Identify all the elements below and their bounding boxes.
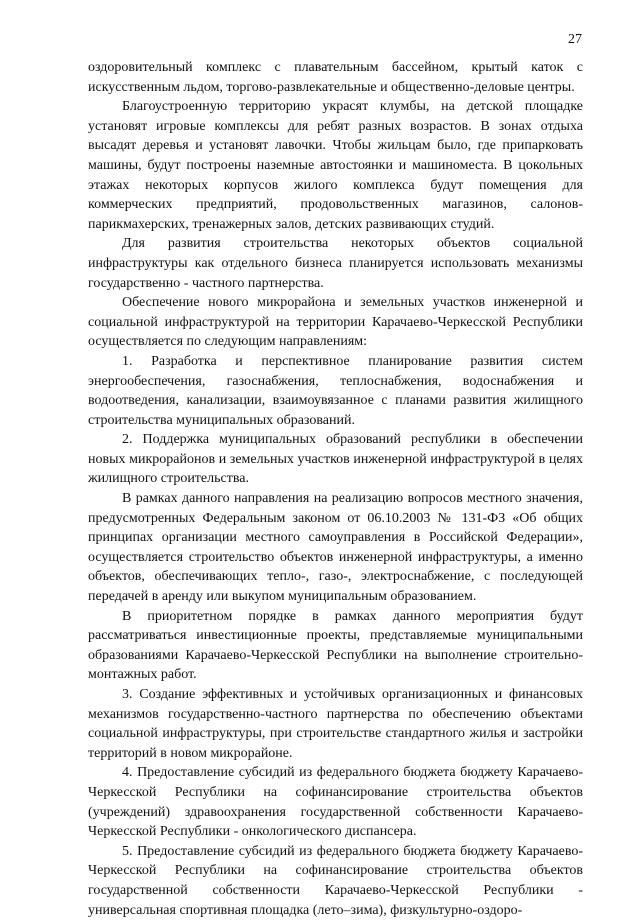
paragraph-direction-1: 1. Разработка и перспективное планирование развития систем энергообеспечения, газоснабжения, теплоснабжения, водоснабжения и водоотведения, канализации, взаимоувязанное с планами развития жилищного строительства муниципальных образований. [88, 353, 583, 428]
paragraph-directions-intro: Обеспечение нового микрорайона и земельных участков инженерной и социальной инфраструктурой на территории Карачаево-Черкесской Республики осуществляется по следующим направлениям: [88, 295, 583, 350]
page-number: 27 [568, 32, 582, 47]
paragraph-public-private-partnership: Для развития строительства некоторых объектов социальной инфраструктуры как отдельного бизнеса планируется использовать механизмы государственно - частного партнерства. [88, 236, 583, 291]
paragraph-landscaping: Благоустроенную территорию украсят клумбы, на детской площадке установят игровые комплексы для ребят разных возрастов. В зонах отдыха высадят деревья и установят лавочки. Чтобы жильцам было, где припарковать машины, будут построены наземные автостоянки и машиноместа. В цокольных этажах некоторых корпусов жилого комплекса будут помещения для коммерческих предприятий, продовольственных магазинов, салонов-парикмахерских, тренажерных залов, детских развивающих студий. [88, 99, 583, 232]
paragraph-federal-law: В рамках данного направления на реализацию вопросов местного значения, предусмотренных Федеральным законом от 06.10.2003 № 131-ФЗ «Об общих принципах организации местного самоуправления в Российской Федерации», осуществляется строительство объектов инженерной инфраструктуры, а именно объектов, обеспечивающих тепло-, газо-, электроснабжение, с последующей передачей в аренду или выкупом муниципальным образованием. [88, 491, 583, 605]
paragraph-priority-projects: В приоритетном порядке в рамках данного мероприятия будут рассматриваться инвестиционные проекты, представляемые муниципальными образованиями Карачаево-Черкесской Республики на выполнение строительно-монтажных работ. [88, 608, 583, 683]
paragraph-1-continued: оздоровительный комплекс с плавательным бассейном, крытый каток с искусственным льдом, торгово-развлекательные и общественно-деловые центры. [88, 60, 583, 95]
paragraph-direction-4: 4. Предоставление субсидий из федерального бюджета бюджету Карачаево-Черкесской Республики на софинансирование строительства объектов (учреждений) здравоохранения государственной собственности Карачаево-Черкесской Республики - онкологического диспансера. [88, 765, 583, 840]
paragraph-direction-2: 2. Поддержка муниципальных образований республики в обеспечении новых микрорайонов и земельных участков инженерной инфраструктурой в целях жилищного строительства. [88, 432, 583, 487]
body-text [88, 58, 583, 920]
paragraph-direction-5: 5. Предоставление субсидий из федерального бюджета бюджету Карачаево-Черкесской Республики на софинансирование строительства объектов государственной собственности Карачаево-Черкесской Республики - универсальная спортивная площадка (лето–зима), физкультурно-оздоро- [88, 843, 583, 918]
paragraph-direction-3: 3. Создание эффективных и устойчивых организационных и финансовых механизмов государственно-частного партнерства по обеспечению объектами социальной инфраструктуры, при строительстве стандартного жилья и застройки территорий в новом микрорайоне. [88, 687, 583, 761]
